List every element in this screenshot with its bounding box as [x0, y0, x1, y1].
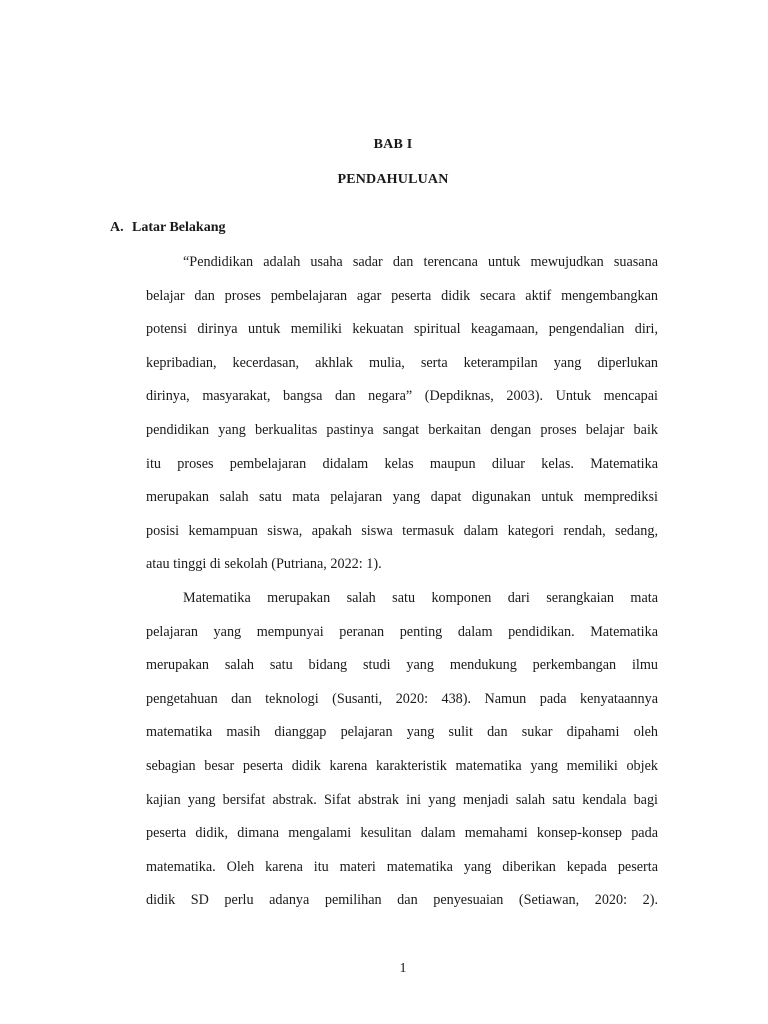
paragraph-line: merupakan salah satu mata pelajaran yang dapat digunakan untuk memprediksi: [146, 489, 658, 506]
paragraph-line: kajian yang bersifat abstrak. Sifat abstrak ini yang menjadi salah satu kendala bagi: [146, 791, 658, 808]
paragraph-line: potensi dirinya untuk memiliki kekuatan spiritual keagamaan, pengendalian diri,: [146, 321, 658, 338]
paragraph-line: matematika masih dianggap pelajaran yang sulit dan sukar dipahami oleh: [146, 724, 658, 741]
chapter-number: BAB I: [373, 137, 413, 152]
paragraph-line: pengetahuan dan teknologi (Susanti, 2020: 438). Namun pada kenyataannya: [146, 690, 658, 707]
paragraph-2: [146, 582, 658, 918]
paragraph-line: atau tinggi di sekolah (Putriana, 2022: 1).: [146, 556, 382, 573]
paragraph-line: matematika. Oleh karena itu materi matematika yang diberikan kepada peserta: [146, 858, 658, 875]
section-heading: [110, 220, 225, 236]
paragraph-line: sebagian besar peserta didik karena karakteristik matematika yang memiliki objek: [146, 757, 658, 774]
chapter-title: PENDAHULUAN: [337, 172, 449, 187]
paragraph-1: [146, 246, 658, 582]
page-number: 1: [399, 961, 407, 976]
paragraph-line: belajar dan proses pembelajaran agar peserta didik secara aktif mengembangkan: [146, 287, 658, 304]
paragraph-line: “Pendidikan adalah usaha sadar dan terencana untuk mewujudkan suasana: [183, 254, 658, 270]
paragraph-line: kepribadian, kecerdasan, akhlak mulia, serta keterampilan yang diperlukan: [146, 354, 658, 371]
section-letter: A.: [110, 220, 124, 235]
paragraph-line: peserta didik, dimana mengalami kesulitan dalam memahami konsep-konsep pada: [146, 825, 658, 842]
paragraph-line: didik SD perlu adanya pemilihan dan penyesuaian (Setiawan, 2020: 2).: [146, 892, 658, 909]
paragraph-line: dirinya, masyarakat, bangsa dan negara” (Depdiknas, 2003). Untuk mencapai: [146, 388, 658, 405]
paragraph-line: posisi kemampuan siswa, apakah siswa termasuk dalam kategori rendah, sedang,: [146, 522, 658, 539]
body-text: [146, 246, 658, 918]
paragraph-line: pelajaran yang mempunyai peranan penting dalam pendidikan. Matematika: [146, 623, 658, 640]
paragraph-line: itu proses pembelajaran didalam kelas maupun diluar kelas. Matematika: [146, 455, 658, 472]
paragraph-line: Matematika merupakan salah satu komponen dari serangkaian mata: [183, 589, 658, 606]
paragraph-line: pendidikan yang berkualitas pastinya sangat berkaitan dengan proses belajar baik: [146, 421, 658, 438]
paragraph-line: merupakan salah satu bidang studi yang mendukung perkembangan ilmu: [146, 657, 658, 674]
section-title: Latar Belakang: [132, 220, 226, 235]
